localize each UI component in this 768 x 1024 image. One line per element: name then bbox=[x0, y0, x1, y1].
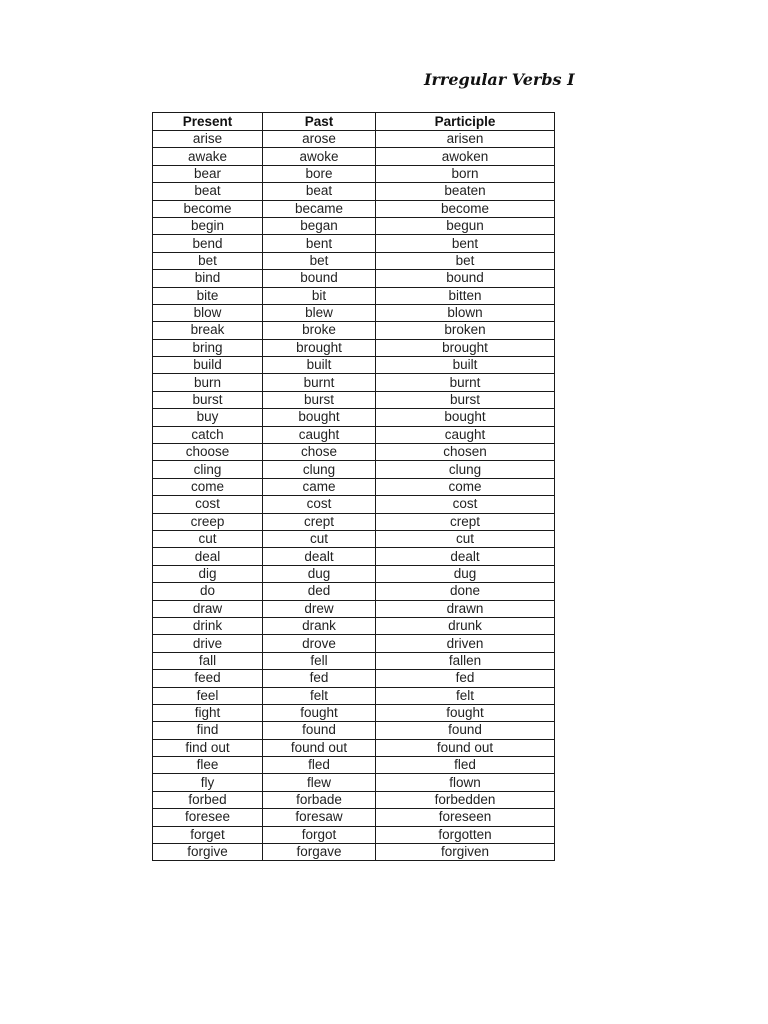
table-row bbox=[153, 670, 555, 687]
table-row bbox=[153, 600, 555, 617]
cell-participle: dealt bbox=[376, 548, 555, 565]
cell-participle: come bbox=[376, 478, 555, 495]
cell-present: cut bbox=[153, 530, 263, 547]
table-row bbox=[153, 304, 555, 321]
cell-past: bet bbox=[263, 252, 376, 269]
table-body bbox=[153, 131, 555, 861]
cell-participle: cost bbox=[376, 496, 555, 513]
cell-past: cut bbox=[263, 530, 376, 547]
table-row bbox=[153, 391, 555, 408]
table-row bbox=[153, 461, 555, 478]
table-row bbox=[153, 217, 555, 234]
table-row bbox=[153, 565, 555, 582]
table-row bbox=[153, 739, 555, 756]
cell-past: forgot bbox=[263, 826, 376, 843]
cell-past: bent bbox=[263, 235, 376, 252]
table-row bbox=[153, 530, 555, 547]
cell-past: clung bbox=[263, 461, 376, 478]
cell-past: dealt bbox=[263, 548, 376, 565]
column-header-present: Present bbox=[153, 113, 263, 131]
cell-participle: brought bbox=[376, 339, 555, 356]
table-row bbox=[153, 252, 555, 269]
table-row bbox=[153, 635, 555, 652]
table-row bbox=[153, 339, 555, 356]
cell-past: dug bbox=[263, 565, 376, 582]
cell-present: drink bbox=[153, 617, 263, 634]
cell-participle: clung bbox=[376, 461, 555, 478]
table-row bbox=[153, 357, 555, 374]
irregular-verbs-table bbox=[152, 112, 555, 861]
cell-past: fell bbox=[263, 652, 376, 669]
table-row bbox=[153, 131, 555, 148]
cell-past: awoke bbox=[263, 148, 376, 165]
table-row bbox=[153, 617, 555, 634]
cell-participle: bet bbox=[376, 252, 555, 269]
table-row bbox=[153, 165, 555, 182]
cell-participle: drawn bbox=[376, 600, 555, 617]
cell-present: foresee bbox=[153, 809, 263, 826]
cell-present: do bbox=[153, 583, 263, 600]
cell-past: chose bbox=[263, 444, 376, 461]
cell-past: flew bbox=[263, 774, 376, 791]
cell-past: forgave bbox=[263, 844, 376, 861]
cell-participle: beaten bbox=[376, 183, 555, 200]
cell-present: come bbox=[153, 478, 263, 495]
cell-present: draw bbox=[153, 600, 263, 617]
cell-participle: crept bbox=[376, 513, 555, 530]
cell-past: found out bbox=[263, 739, 376, 756]
cell-past: drank bbox=[263, 617, 376, 634]
table-row bbox=[153, 478, 555, 495]
cell-present: bite bbox=[153, 287, 263, 304]
cell-past: fled bbox=[263, 757, 376, 774]
cell-present: fall bbox=[153, 652, 263, 669]
cell-past: ded bbox=[263, 583, 376, 600]
cell-participle: forgiven bbox=[376, 844, 555, 861]
table-row bbox=[153, 774, 555, 791]
cell-past: built bbox=[263, 357, 376, 374]
cell-participle: dug bbox=[376, 565, 555, 582]
cell-present: bear bbox=[153, 165, 263, 182]
cell-present: find bbox=[153, 722, 263, 739]
cell-past: became bbox=[263, 200, 376, 217]
cell-present: blow bbox=[153, 304, 263, 321]
cell-past: felt bbox=[263, 687, 376, 704]
table-row bbox=[153, 322, 555, 339]
cell-participle: bought bbox=[376, 409, 555, 426]
cell-participle: found out bbox=[376, 739, 555, 756]
cell-present: fight bbox=[153, 704, 263, 721]
cell-participle: bound bbox=[376, 270, 555, 287]
cell-past: forbade bbox=[263, 791, 376, 808]
cell-participle: blown bbox=[376, 304, 555, 321]
cell-present: break bbox=[153, 322, 263, 339]
table-row bbox=[153, 409, 555, 426]
cell-present: find out bbox=[153, 739, 263, 756]
cell-present: become bbox=[153, 200, 263, 217]
cell-participle: chosen bbox=[376, 444, 555, 461]
cell-past: drew bbox=[263, 600, 376, 617]
table-row bbox=[153, 235, 555, 252]
cell-past: broke bbox=[263, 322, 376, 339]
cell-past: foresaw bbox=[263, 809, 376, 826]
table-row bbox=[153, 183, 555, 200]
cell-participle: driven bbox=[376, 635, 555, 652]
table-row bbox=[153, 687, 555, 704]
cell-participle: built bbox=[376, 357, 555, 374]
cell-participle: fallen bbox=[376, 652, 555, 669]
cell-participle: broken bbox=[376, 322, 555, 339]
cell-participle: forbedden bbox=[376, 791, 555, 808]
cell-participle: awoken bbox=[376, 148, 555, 165]
cell-past: bit bbox=[263, 287, 376, 304]
cell-participle: arisen bbox=[376, 131, 555, 148]
cell-present: arise bbox=[153, 131, 263, 148]
cell-past: bore bbox=[263, 165, 376, 182]
page-title: Irregular Verbs I bbox=[424, 70, 575, 89]
cell-participle: drunk bbox=[376, 617, 555, 634]
table-row bbox=[153, 844, 555, 861]
cell-participle: bitten bbox=[376, 287, 555, 304]
cell-present: feel bbox=[153, 687, 263, 704]
cell-present: forget bbox=[153, 826, 263, 843]
table-row bbox=[153, 270, 555, 287]
cell-participle: bent bbox=[376, 235, 555, 252]
title-area bbox=[400, 68, 575, 96]
cell-present: bet bbox=[153, 252, 263, 269]
cell-past: burst bbox=[263, 391, 376, 408]
cell-past: fought bbox=[263, 704, 376, 721]
cell-present: build bbox=[153, 357, 263, 374]
cell-past: began bbox=[263, 217, 376, 234]
header-row bbox=[153, 113, 555, 131]
table-row bbox=[153, 704, 555, 721]
cell-participle: found bbox=[376, 722, 555, 739]
cell-participle: burnt bbox=[376, 374, 555, 391]
cell-past: drove bbox=[263, 635, 376, 652]
table-row bbox=[153, 809, 555, 826]
cell-participle: burst bbox=[376, 391, 555, 408]
cell-participle: fought bbox=[376, 704, 555, 721]
cell-participle: become bbox=[376, 200, 555, 217]
cell-present: feed bbox=[153, 670, 263, 687]
cell-past: cost bbox=[263, 496, 376, 513]
cell-present: bend bbox=[153, 235, 263, 252]
cell-past: bought bbox=[263, 409, 376, 426]
cell-present: cost bbox=[153, 496, 263, 513]
table-row bbox=[153, 722, 555, 739]
cell-present: cling bbox=[153, 461, 263, 478]
cell-past: came bbox=[263, 478, 376, 495]
table-row bbox=[153, 426, 555, 443]
cell-participle: born bbox=[376, 165, 555, 182]
cell-present: forgive bbox=[153, 844, 263, 861]
cell-present: fly bbox=[153, 774, 263, 791]
table-row bbox=[153, 374, 555, 391]
cell-present: drive bbox=[153, 635, 263, 652]
cell-present: flee bbox=[153, 757, 263, 774]
cell-present: deal bbox=[153, 548, 263, 565]
table-row bbox=[153, 496, 555, 513]
table-row bbox=[153, 826, 555, 843]
cell-present: buy bbox=[153, 409, 263, 426]
table-row bbox=[153, 444, 555, 461]
column-header-past: Past bbox=[263, 113, 376, 131]
cell-past: fed bbox=[263, 670, 376, 687]
cell-participle: caught bbox=[376, 426, 555, 443]
cell-present: choose bbox=[153, 444, 263, 461]
table-row bbox=[153, 148, 555, 165]
cell-participle: foreseen bbox=[376, 809, 555, 826]
cell-past: bound bbox=[263, 270, 376, 287]
cell-present: burn bbox=[153, 374, 263, 391]
table-row bbox=[153, 583, 555, 600]
cell-participle: fed bbox=[376, 670, 555, 687]
cell-present: begin bbox=[153, 217, 263, 234]
cell-past: beat bbox=[263, 183, 376, 200]
cell-present: bind bbox=[153, 270, 263, 287]
table-row bbox=[153, 757, 555, 774]
cell-present: dig bbox=[153, 565, 263, 582]
cell-past: caught bbox=[263, 426, 376, 443]
cell-past: blew bbox=[263, 304, 376, 321]
cell-present: beat bbox=[153, 183, 263, 200]
cell-participle: felt bbox=[376, 687, 555, 704]
table-row bbox=[153, 513, 555, 530]
table-row bbox=[153, 652, 555, 669]
cell-participle: fled bbox=[376, 757, 555, 774]
cell-participle: done bbox=[376, 583, 555, 600]
cell-past: found bbox=[263, 722, 376, 739]
table-row bbox=[153, 287, 555, 304]
column-header-participle: Participle bbox=[376, 113, 555, 131]
cell-past: crept bbox=[263, 513, 376, 530]
cell-present: burst bbox=[153, 391, 263, 408]
cell-past: brought bbox=[263, 339, 376, 356]
cell-past: burnt bbox=[263, 374, 376, 391]
cell-present: bring bbox=[153, 339, 263, 356]
table-row bbox=[153, 200, 555, 217]
cell-present: catch bbox=[153, 426, 263, 443]
cell-present: forbed bbox=[153, 791, 263, 808]
cell-present: creep bbox=[153, 513, 263, 530]
table-row bbox=[153, 548, 555, 565]
cell-past: arose bbox=[263, 131, 376, 148]
cell-participle: flown bbox=[376, 774, 555, 791]
cell-participle: cut bbox=[376, 530, 555, 547]
cell-present: awake bbox=[153, 148, 263, 165]
table-row bbox=[153, 791, 555, 808]
cell-participle: forgotten bbox=[376, 826, 555, 843]
cell-participle: begun bbox=[376, 217, 555, 234]
